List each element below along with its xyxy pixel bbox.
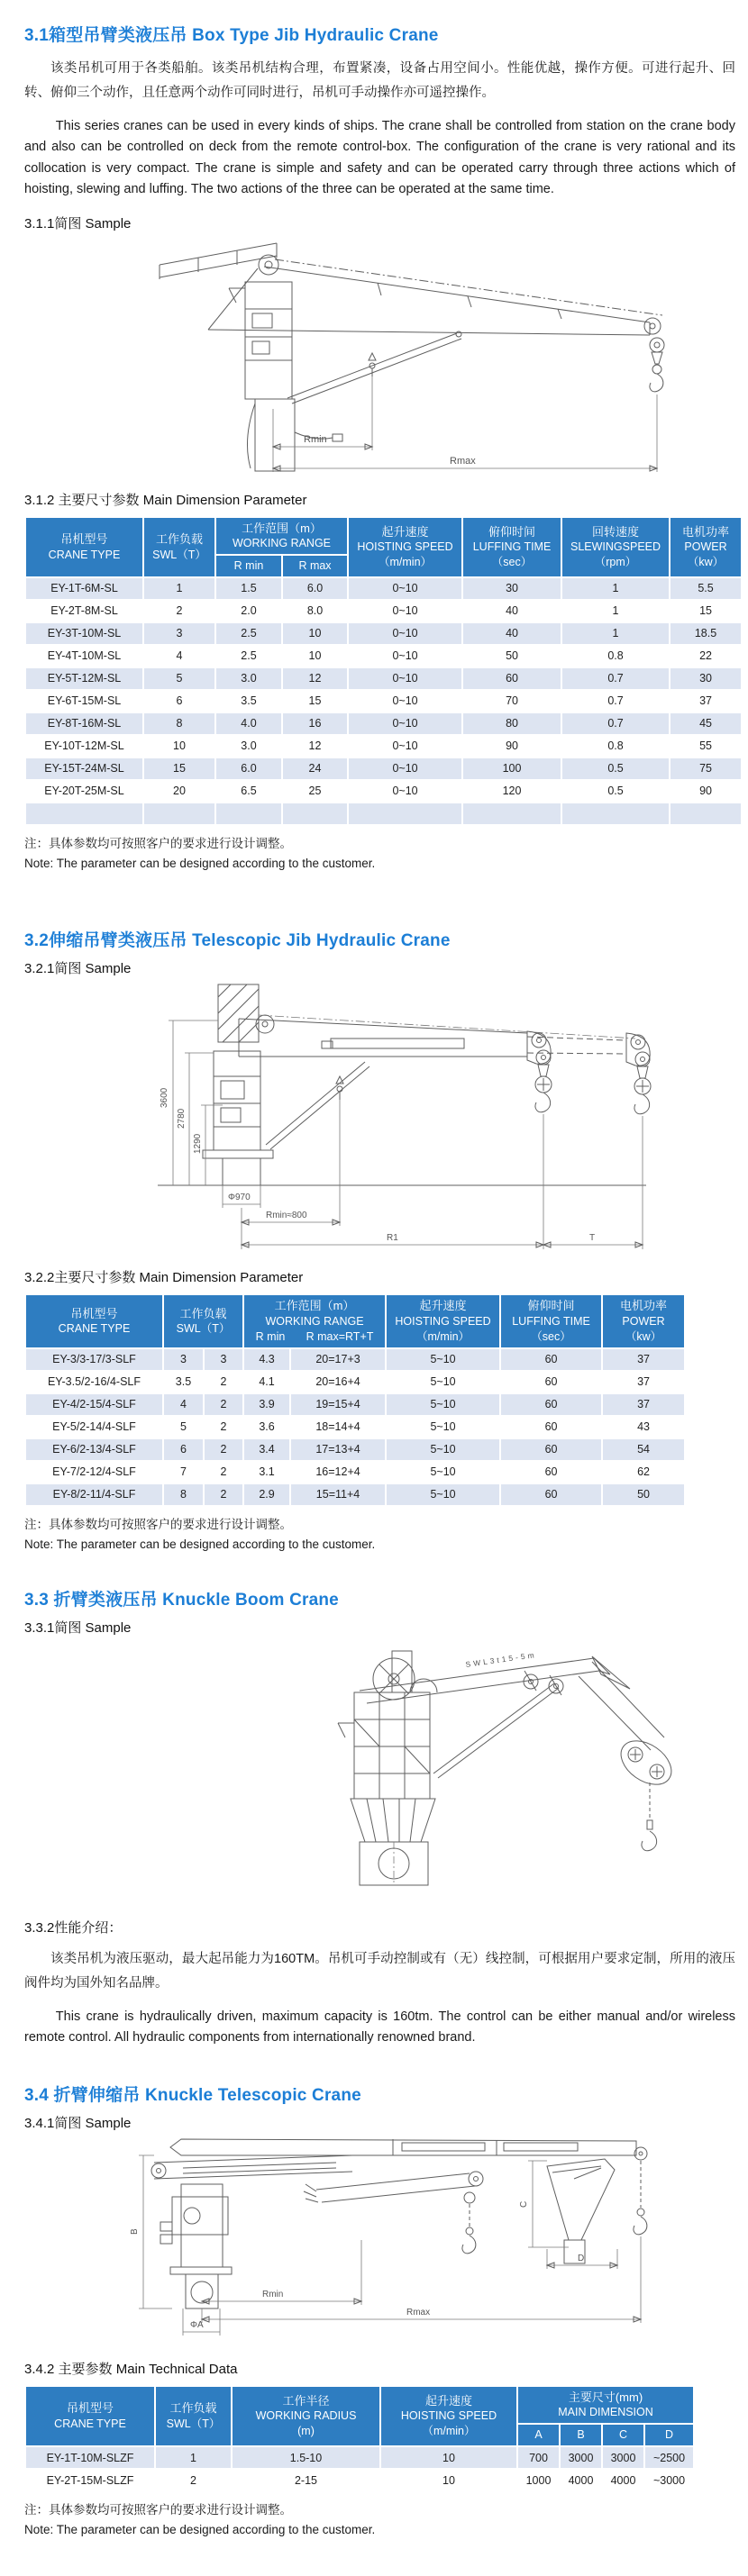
table-cell: 15 [670,600,742,622]
crane-body [338,1650,680,1885]
table-cell: EY-4T-10M-SL [25,645,143,667]
table-cell: 3 [143,622,215,645]
table-cell: 4000 [602,2469,644,2491]
boom-swl-label: SWL3t15-5m [464,1650,538,1670]
table-cell: 0~10 [348,712,462,735]
col-swl: 工作负载 SWL（T） [163,1294,243,1347]
table-cell: 1.5 [215,577,282,600]
heading-3-2-2-parameter: 3.2.2主要尺寸参数 Main Dimension Parameter [24,1270,304,1286]
table-cell: 20=17+3 [290,1348,386,1371]
table-cell: 40 [462,622,561,645]
dim-label-b: B [130,2228,140,2235]
table-cell: 100 [462,757,561,780]
table-cell: 60 [500,1371,602,1393]
table-cell: 80 [462,712,561,735]
table-row [25,1348,685,1371]
table-cell: 60 [500,1416,602,1438]
dim-label-rmin800: Rmin≈800 [266,1211,307,1221]
note-en: Note: The parameter can be designed according to the customer. [24,857,376,871]
table-cell: 90 [670,780,742,803]
col-swl: 工作负载 SWL（T） [155,2386,232,2446]
note-en: Note: The parameter can be designed according to the customer. [24,2523,376,2537]
table-cell: 60 [500,1461,602,1483]
table-cell: 5 [143,667,215,690]
table-cell: 30 [670,667,742,690]
dim-label-t: T [589,1233,596,1244]
table-cell: EY-8/2-11/4-SLF [25,1483,163,1506]
knuckle-telescopic-crane-diagram [24,2132,735,2346]
table-cell: 15 [143,757,215,780]
col-dim-c: C [602,2424,644,2446]
table-cell: 6.5 [215,780,282,803]
table-cell: EY-10T-12M-SL [25,735,143,757]
table-cell: 6.0 [215,757,282,780]
col-hoisting-speed: 起升速度 HOISTING SPEED （m/min） [348,517,462,577]
table-cell: 60 [500,1438,602,1461]
table-cell: 12 [282,735,348,757]
table-cell: 3.9 [243,1393,290,1416]
table-cell: 1000 [517,2469,560,2491]
table-cell: 20=16+4 [290,1371,386,1393]
table-cell: 3000 [560,2446,602,2469]
table-cell: 0.7 [561,667,670,690]
table-cell: 0~10 [348,667,462,690]
table-cell: EY-15T-24M-SL [25,757,143,780]
table-cell: EY-2T-8M-SL [25,600,143,622]
table-cell: 3.5 [215,690,282,712]
table-cell: 0~10 [348,757,462,780]
table-row [25,690,742,712]
col-luffing-time: 俯仰时间 LUFFING TIME （sec） [462,517,561,577]
table-cell: 1 [155,2446,232,2469]
table-cell: 0~10 [348,780,462,803]
table-cell: 3 [204,1348,243,1371]
table-cell: 40 [462,600,561,622]
table-cell: 4000 [560,2469,602,2491]
table-cell: EY-1T-10M-SLZF [25,2446,155,2469]
table-cell: 3.5 [163,1371,204,1393]
dim-label-rmin: Rmin [262,2289,284,2299]
table-cell: 37 [602,1371,685,1393]
knuckle-telescopic-crane-drawing [46,2132,731,2346]
table-cell: 0~10 [348,577,462,600]
table-cell: 5~10 [386,1371,500,1393]
table-cell: 2 [204,1461,243,1483]
col-crane-type: 吊机型号 CRANE TYPE [25,1294,163,1347]
heading-3-3-2-performance: 3.3.2性能介绍： [24,1920,123,1937]
table-cell: EY-20T-25M-SL [25,780,143,803]
table-row [25,1393,685,1416]
table-cell [215,803,282,825]
table-cell: EY-6T-15M-SL [25,690,143,712]
table-cell: 10 [282,622,348,645]
dim-label-c: C [519,2200,529,2208]
table-row [25,735,742,757]
table-cell: 30 [462,577,561,600]
table-cell: ~2500 [644,2446,694,2469]
table-cell: 6.0 [282,577,348,600]
table-cell: 8 [143,712,215,735]
main-dimension-table-1 [24,516,743,826]
heading-3-1-2-parameter: 3.1.2 主要尺寸参数 Main Dimension Parameter [24,492,307,508]
section-3-1-paragraph-zh: 该类吊机可用于各类船舶。该类吊机结构合理，布置紧凑，设备占用空间小。性能优越，操作方便。可进行起升、回转、俯仰三个动作，且任意两个动作可同时进行，吊机可手动操作亦可遥控操作。 [24,61,735,100]
note-zh: 注：具体参数均可按照客户的要求进行设计调整。 [24,2503,292,2517]
dim-label-d: D [578,2253,585,2263]
table-row [25,757,742,780]
table-cell: 37 [602,1393,685,1416]
col-dim-a: A [517,2424,560,2446]
section-3-1-paragraph-en: This series cranes can be used in every kinds of ships. The crane shall be controlled from station on the crane body and also can be controlled on deck from the remote control-box. The configuration of the crane is very rational and its collocation is very compact. The crane is simple and safety and can be operated carry through three actions which of hoisting, slewing and luffing. The two actions of the three can be operated at the same time. [24,118,735,197]
note-en: Note: The parameter can be designed according to the customer. [24,1537,376,1551]
col-power: 电机功率 POWER （kw） [602,1294,685,1347]
table-cell: 2.9 [243,1483,290,1506]
table-cell: 54 [602,1438,685,1461]
table-cell: 4.0 [215,712,282,735]
table-cell: 4.3 [243,1348,290,1371]
table-cell: 70 [462,690,561,712]
table-cell: 1.5-10 [232,2446,380,2469]
dim-label-phia: ΦA [190,2319,204,2330]
table-cell: 0.5 [561,780,670,803]
table-cell: 1 [143,577,215,600]
table-cell: 16=12+4 [290,1461,386,1483]
table-cell [462,803,561,825]
table-row [25,712,742,735]
dim-label-phi970: Φ970 [228,1193,251,1203]
table-cell: 0~10 [348,690,462,712]
knuckle-boom-crane-diagram [24,1637,735,1903]
table-cell: 55 [670,735,742,757]
table-cell: 120 [462,780,561,803]
table-cell: 45 [670,712,742,735]
table-row [25,667,742,690]
table-cell: 60 [500,1393,602,1416]
box-jib-crane-drawing [71,232,748,477]
section-3-3-paragraph-en: This crane is hydraulically driven, maximum capacity is 160tm. The control can be either manual and/or wireless remote control. All hydraulic components from internationally renowned brand. [24,2009,735,2045]
table-cell: 2 [204,1393,243,1416]
table-cell: 0.5 [561,757,670,780]
table-2-note [24,1516,735,1555]
table-cell: 5 [163,1416,204,1438]
main-technical-data-table [24,2385,695,2492]
table-row [25,577,742,600]
table-cell: 15=11+4 [290,1483,386,1506]
table-3-note [24,2501,735,2540]
table-cell: 19=15+4 [290,1393,386,1416]
table-cell: 3.0 [215,735,282,757]
table-cell: 0~10 [348,735,462,757]
table-cell: 3 [163,1348,204,1371]
dimension-lines [160,1020,643,1249]
table-cell: EY-7/2-12/4-SLF [25,1461,163,1483]
table-1-note [24,835,735,874]
table-cell: 5~10 [386,1348,500,1371]
col-r-max: R max=RT+T [306,1329,374,1343]
col-r-min: R min [255,1329,286,1343]
table-cell: 4 [143,645,215,667]
dim-label-rmin: Rmin [304,433,327,445]
col-working-range: 工作范围（m） WORKING RANGE [215,517,348,555]
table-cell: 3.0 [215,667,282,690]
table-cell: 8.0 [282,600,348,622]
note-zh: 注：具体参数均可按照客户的要求进行设计调整。 [24,1517,292,1531]
note-zh: 注：具体参数均可按照客户的要求进行设计调整。 [24,836,292,850]
table-cell [25,803,143,825]
table-cell: 62 [602,1461,685,1483]
section-3-3-title: 3.3 折臂类液压吊 Knuckle Boom Crane [24,1591,339,1610]
table-cell: 50 [462,645,561,667]
table-cell: 60 [500,1483,602,1506]
col-r-max: R max [282,555,348,577]
table-cell: 18.5 [670,622,742,645]
table-cell: EY-8T-16M-SL [25,712,143,735]
table-cell: 43 [602,1416,685,1438]
col-main-dimension: 主要尺寸(mm) MAIN DIMENSION [517,2386,694,2424]
table-row [25,622,742,645]
table-cell: 60 [500,1348,602,1371]
table-cell: 12 [282,667,348,690]
table-cell: 2 [204,1483,243,1506]
table-cell [143,803,215,825]
crane-body [151,2139,647,2308]
table-cell: 5~10 [386,1461,500,1483]
col-hoisting-speed: 起升速度 HOISTING SPEED （m/min） [380,2386,517,2446]
table-cell: 2 [204,1371,243,1393]
table-cell [561,803,670,825]
table-cell: 22 [670,645,742,667]
box-jib-crane-diagram [24,232,735,477]
table-cell: 16 [282,712,348,735]
section-3-1-title: 3.1箱型吊臂类液压吊 Box Type Jib Hydraulic Crane [24,26,439,45]
table-cell: 0~10 [348,600,462,622]
table-cell: 1 [561,577,670,600]
table-cell: EY-5T-12M-SL [25,667,143,690]
table-cell: EY-1T-6M-SL [25,577,143,600]
table-cell: 10 [282,645,348,667]
table-cell: 1 [561,600,670,622]
table-cell: 2.0 [215,600,282,622]
col-swl: 工作负载 SWL（T） [143,517,215,577]
heading-3-4-2-data: 3.4.2 主要参数 Main Technical Data [24,2361,238,2377]
col-luffing-time: 俯仰时间 LUFFING TIME （sec） [500,1294,602,1347]
table-cell [348,803,462,825]
col-hoisting-speed: 起升速度 HOISTING SPEED （m/min） [386,1294,500,1347]
table-cell [282,803,348,825]
table-cell: 15 [282,690,348,712]
table-cell: 8 [163,1483,204,1506]
crane-body [160,243,664,471]
col-dim-b: B [560,2424,602,2446]
table-row [25,1416,685,1438]
table-cell: 0~10 [348,645,462,667]
col-dim-d: D [644,2424,694,2446]
table-cell: EY-4/2-15/4-SLF [25,1393,163,1416]
table-cell: 2.5 [215,622,282,645]
table-cell: EY-6/2-13/4-SLF [25,1438,163,1461]
col-r-min: R min [215,555,282,577]
table-cell: 10 [380,2446,517,2469]
table-cell: 17=13+4 [290,1438,386,1461]
table-cell: 3.6 [243,1416,290,1438]
table-row [25,803,742,825]
table-row [25,1461,685,1483]
table-cell: 10 [143,735,215,757]
table-row [25,2469,694,2491]
col-power: 电机功率 POWER （kw） [670,517,742,577]
dim-label-3600: 3600 [160,1088,169,1109]
table-cell: 2-15 [232,2469,380,2491]
table-row [25,780,742,803]
table-cell: 3.4 [243,1438,290,1461]
table-cell: 20 [143,780,215,803]
table-cell: 37 [602,1348,685,1371]
table-cell: 90 [462,735,561,757]
table-row [25,645,742,667]
table-cell: 2 [204,1416,243,1438]
table-row [25,2446,694,2469]
table-cell: 75 [670,757,742,780]
table-cell: 5~10 [386,1438,500,1461]
table-cell: 0.8 [561,735,670,757]
table-cell: 6 [143,690,215,712]
section-3-4-title: 3.4 折臂伸缩吊 Knuckle Telescopic Crane [24,2085,361,2105]
table-cell [670,803,742,825]
dimension-lines [273,376,657,472]
table-cell: 50 [602,1483,685,1506]
dim-label-rmax: Rmax [450,455,476,467]
table-cell: 7 [163,1461,204,1483]
heading-3-4-1-sample: 3.4.1简图 Sample [24,2115,132,2131]
col-working-radius: 工作半径 WORKING RADIUS (m) [232,2386,380,2446]
table-cell: 2.5 [215,645,282,667]
main-dimension-table-2 [24,1293,686,1506]
table-cell: ~3000 [644,2469,694,2491]
table-row [25,1483,685,1506]
table-cell: 4.1 [243,1371,290,1393]
table-cell: 0~10 [348,622,462,645]
section-3-3-paragraph-zh: 该类吊机为液压驱动，最大起吊能力为160TM。吊机可手动控制或有（无）线控制，可根据用户要求定制，所用的液压阀件均为国外知名品牌。 [24,1952,735,1991]
col-crane-type: 吊机型号 CRANE TYPE [25,2386,155,2446]
table-cell: 2 [155,2469,232,2491]
dim-label-r1: R1 [387,1233,398,1244]
table-cell: 24 [282,757,348,780]
table-cell: 10 [380,2469,517,2491]
table-cell: 5~10 [386,1416,500,1438]
col-slewing-speed: 回转速度 SLEWINGSPEED （rpm） [561,517,670,577]
heading-3-1-1-sample: 3.1.1简图 Sample [24,215,132,231]
heading-3-2-1-sample: 3.2.1简图 Sample [24,961,132,977]
table-row [25,1371,685,1393]
table-cell: EY-2T-15M-SLZF [25,2469,155,2491]
heading-3-3-1-sample: 3.3.1简图 Sample [24,1620,132,1637]
table-cell: 0.8 [561,645,670,667]
table-cell: 37 [670,690,742,712]
dim-label-rmax: Rmax [406,2307,431,2317]
table-cell: 18=14+4 [290,1416,386,1438]
table-cell: 25 [282,780,348,803]
table-cell: 5~10 [386,1393,500,1416]
table-cell: EY-3T-10M-SL [25,622,143,645]
table-cell: EY-3.5/2-16/4-SLF [25,1371,163,1393]
telescopic-jib-crane-drawing [51,977,727,1255]
table-cell: 2 [143,600,215,622]
dim-label-1290: 1290 [193,1134,203,1155]
table-cell: 3.1 [243,1461,290,1483]
table-cell: 4 [163,1393,204,1416]
table-cell: EY-3/3-17/3-SLF [25,1348,163,1371]
table-row [25,1438,685,1461]
knuckle-boom-crane-drawing [123,1637,700,1903]
table-cell: 700 [517,2446,560,2469]
col-crane-type: 吊机型号 CRANE TYPE [25,517,143,577]
table-cell: 0.7 [561,712,670,735]
telescopic-jib-crane-diagram [24,977,735,1255]
table-cell: 3000 [602,2446,644,2469]
crane-body [158,984,651,1185]
table-cell: 1 [561,622,670,645]
table-cell: EY-5/2-14/4-SLF [25,1416,163,1438]
table-cell: 2 [204,1438,243,1461]
table-cell: 60 [462,667,561,690]
dim-label-2780: 2780 [177,1109,187,1129]
table-cell: 5.5 [670,577,742,600]
table-row [25,600,742,622]
table-cell: 0.7 [561,690,670,712]
table-cell: 6 [163,1438,204,1461]
section-3-2-title: 3.2伸缩吊臂类液压吊 Telescopic Jib Hydraulic Crane [24,931,451,951]
col-working-range: 工作范围（m） WORKING RANGE R min R max=RT+T [243,1294,386,1347]
table-cell: 5~10 [386,1483,500,1506]
